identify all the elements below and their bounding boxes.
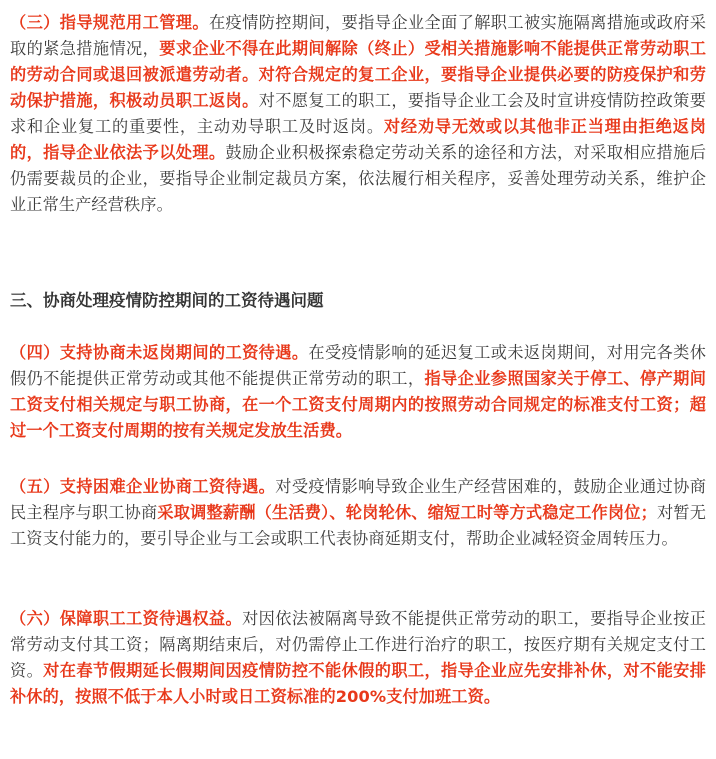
paragraph-4-lead: （四）支持协商未返岗期间的工资待遇。 xyxy=(10,343,309,362)
paragraph-5-text-1: 对受疫情影响导致企业生产经营困难的，鼓励企业通过协商民主程序与职工协商 xyxy=(10,477,706,522)
paragraph-3-text-2: 对不愿复工的职工，要指导企业工会及时宣讲疫情防控政策要求和企业复工的重要性，主动劝导职工及时返岗。 xyxy=(10,91,707,136)
section-heading: 三、协商处理疫情防控期间的工资待遇问题 xyxy=(10,291,324,310)
paragraph-6-emphasis-1: 对在春节假期延长假期间因疫情防控不能休假的职工，指导企业应先安排补休，对不能安排补休的，按照不低于本人小时或日工资标准的200%支付加班工资。 xyxy=(10,661,707,706)
paragraph-5-text-2: 对暂无工资支付能力的，要引导企业与工会或职工代表协商延期支付，帮助企业减轻资金周转压力。 xyxy=(10,503,706,548)
section-heading-block xyxy=(10,288,706,314)
paragraph-4-text-1: 在受疫情影响的延迟复工或未返岗期间，对用完各类休假仍不能提供正常劳动或其他不能提供正常劳动的职工， xyxy=(10,343,706,388)
paragraph-5-lead: （五）支持困难企业协商工资待遇。 xyxy=(10,477,276,496)
paragraph-3-text-1: 在疫情防控期间，要指导企业全面了解职工被实施隔离措施或政府采取的紧急措施情况， xyxy=(10,13,707,58)
paragraph-3-emphasis-2: 对经劝导无效或以其他非正当理由拒绝返岗的，指导企业依法予以处理。 xyxy=(10,117,706,162)
paragraph-5-emphasis-1: 采取调整薪酬（生活费）、轮岗轮休、缩短工时等方式稳定工作岗位； xyxy=(157,503,657,522)
paragraph-6 xyxy=(10,606,706,710)
paragraph-3 xyxy=(10,10,706,218)
paragraph-4 xyxy=(10,340,706,444)
paragraph-6-text-1: 对因依法被隔离导致不能提供正常劳动的职工，要指导企业按正常劳动支付其工资；隔离期结束后，对仍需停止工作进行治疗的职工，按医疗期有关规定支付工资。 xyxy=(10,609,706,680)
paragraph-3-emphasis-1: 要求企业不得在此期间解除（终止）受相关措施影响不能提供正常劳动职工的劳动合同或退回被派遣劳动者。对符合规定的复工企业，要指导企业提供必要的防疫保护和劳动保护措施，积极动员职工返岗。 xyxy=(10,39,706,110)
paragraph-5 xyxy=(10,474,706,552)
paragraph-4-emphasis-1: 指导企业参照国家关于停工、停产期间工资支付相关规定与职工协商，在一个工资支付周期内的按照劳动合同规定的标准支付工资；超过一个工资支付周期的按有关规定发放生活费。 xyxy=(10,369,707,440)
paragraph-3-lead: （三）指导规范用工管理。 xyxy=(10,13,209,32)
paragraph-6-lead: （六）保障职工工资待遇权益。 xyxy=(10,609,243,628)
paragraph-3-text-3: 鼓励企业积极探索稳定劳动关系的途径和方法，对采取相应措施后仍需要裁员的企业，要指导企业制定裁员方案，依法履行相关程序，妥善处理劳动关系，维护企业正常生产经营秩序。 xyxy=(10,143,706,214)
